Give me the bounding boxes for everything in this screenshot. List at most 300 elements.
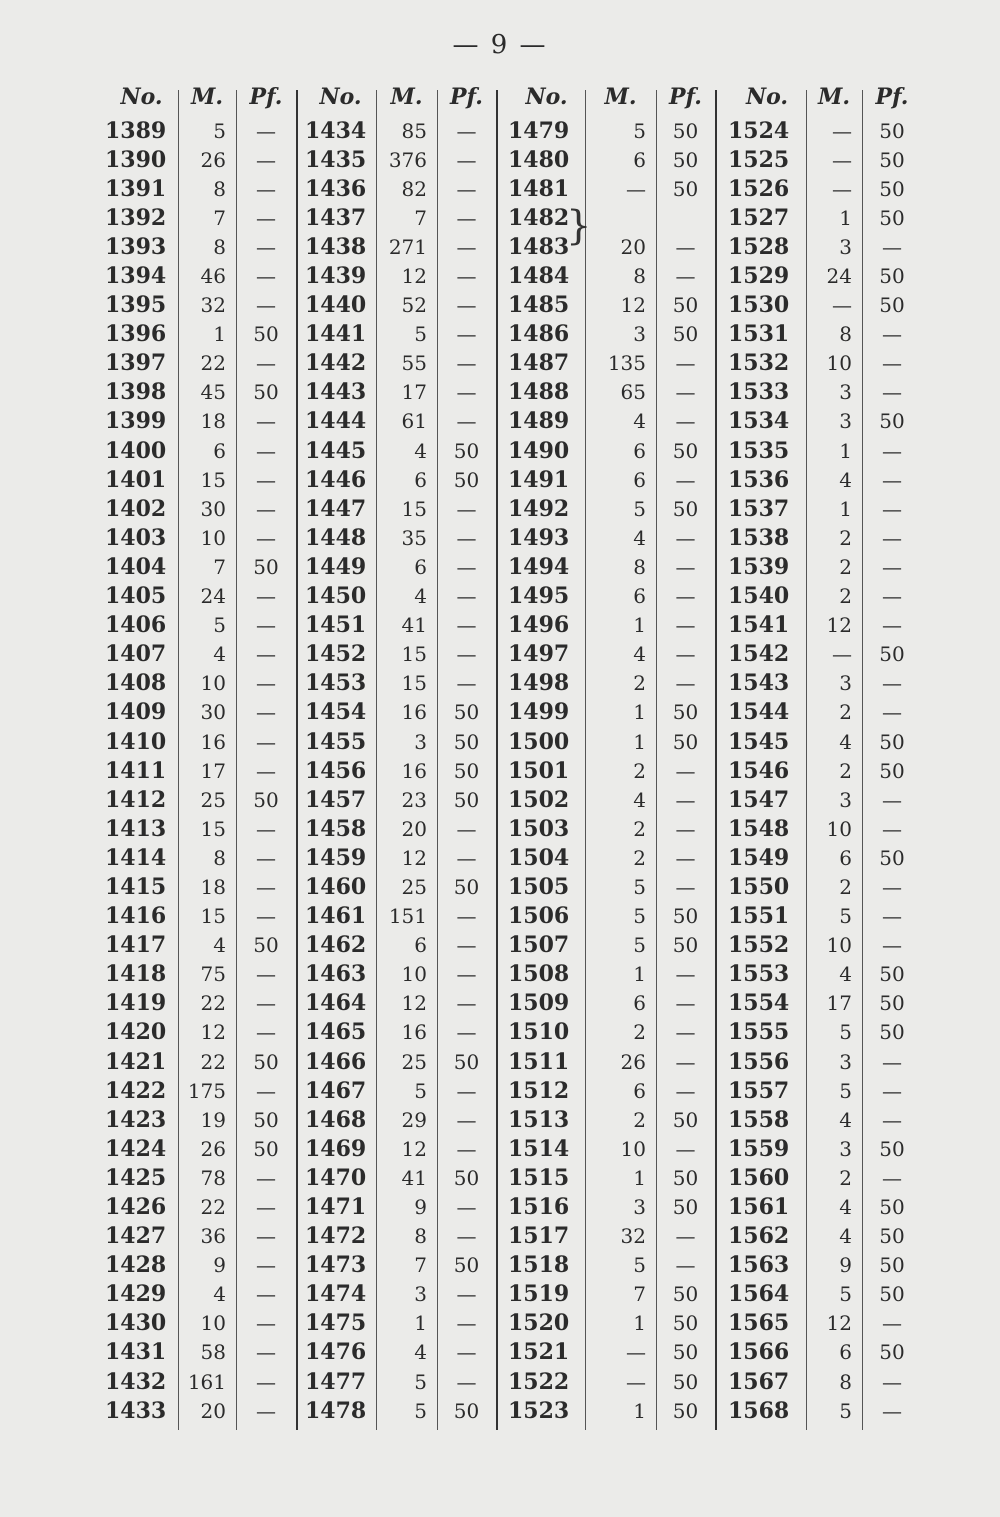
entry-number: 1474 [305, 1281, 367, 1308]
column-rule [376, 90, 377, 1430]
amount-marks: 5 [414, 322, 427, 347]
amount-marks: 32 [620, 1224, 646, 1249]
amount-marks: — [832, 147, 852, 172]
table-row [728, 465, 922, 494]
amount-pfennig: — [456, 147, 477, 172]
amount-pfennig: 50 [672, 176, 699, 201]
entry-number: 1556 [728, 1048, 790, 1075]
entry-number: 1424 [105, 1135, 167, 1162]
header-pf: Pf. [669, 84, 702, 110]
table-row [305, 261, 496, 290]
amount-marks: 3 [839, 409, 852, 434]
table-row [728, 1309, 922, 1338]
entry-number: 1563 [728, 1252, 790, 1279]
table-row [105, 1338, 296, 1367]
amount-pfennig: — [675, 525, 696, 550]
table-row [728, 640, 922, 669]
amount-marks: — [832, 176, 852, 201]
amount-pfennig: — [882, 700, 902, 725]
header-no: No. [525, 84, 568, 110]
entry-number: 1535 [728, 437, 790, 464]
entry-number: 1477 [305, 1368, 367, 1395]
amount-marks: 8 [213, 176, 226, 201]
entry-number: 1554 [728, 990, 790, 1017]
table-row [728, 1280, 922, 1309]
table-row [105, 174, 296, 203]
entry-number: 1453 [305, 670, 367, 697]
amount-marks: 5 [633, 904, 646, 929]
amount-marks: 3 [839, 1049, 852, 1074]
amount-marks: 1 [839, 496, 852, 521]
table-row [105, 1076, 296, 1105]
amount-pfennig: — [882, 467, 902, 492]
amount-pfennig: 50 [453, 467, 480, 492]
amount-marks: 9 [213, 1253, 226, 1278]
table-row [728, 669, 922, 698]
amount-marks: 7 [414, 1253, 427, 1278]
table-row [105, 727, 296, 756]
amount-pfennig: — [456, 118, 477, 143]
amount-pfennig: — [456, 322, 477, 347]
table-row [305, 523, 496, 552]
amount-pfennig: — [882, 816, 902, 841]
amount-marks: 6 [839, 1340, 852, 1365]
entry-number: 1536 [728, 466, 790, 493]
amount-pfennig: — [882, 554, 902, 579]
amount-marks: — [832, 642, 852, 667]
entry-number: 1439 [305, 263, 367, 290]
amount-marks: 52 [401, 293, 427, 318]
amount-pfennig: — [256, 1165, 276, 1190]
entry-number: 1511 [508, 1048, 570, 1075]
amount-marks: 4 [839, 1195, 852, 1220]
table-row [105, 756, 296, 785]
amount-marks: 5 [633, 874, 646, 899]
amount-pfennig: — [882, 874, 902, 899]
entry-number: 1462 [305, 932, 367, 959]
entry-number: 1415 [105, 873, 167, 900]
table-row [508, 1105, 715, 1134]
amount-pfennig: — [256, 1078, 276, 1103]
entry-number: 1396 [105, 321, 167, 348]
entry-number: 1522 [508, 1368, 570, 1395]
amount-marks: 41 [401, 613, 427, 638]
table-row [105, 1367, 296, 1396]
entry-number: 1442 [305, 350, 367, 377]
entry-number: 1448 [305, 524, 367, 551]
entry-number: 1432 [105, 1368, 167, 1395]
amount-pfennig: — [256, 962, 276, 987]
entry-number: 1446 [305, 466, 367, 493]
table-row [728, 1134, 922, 1163]
table-row [305, 1163, 496, 1192]
amount-marks: 5 [839, 1078, 852, 1103]
table-row [508, 698, 715, 727]
amount-pfennig: — [675, 962, 696, 987]
table-row [105, 1018, 296, 1047]
entry-number: 1568 [728, 1397, 790, 1424]
table-row [508, 989, 715, 1018]
table-row [508, 1192, 715, 1221]
table-row [508, 465, 715, 494]
amount-pfennig: — [882, 671, 902, 696]
amount-pfennig: 50 [453, 1253, 480, 1278]
amount-marks: 3 [633, 322, 646, 347]
entry-number: 1548 [728, 815, 790, 842]
amount-marks: 4 [414, 438, 427, 463]
table-row [105, 1251, 296, 1280]
table-row [508, 1367, 715, 1396]
amount-pfennig: — [456, 1020, 477, 1045]
amount-marks: 35 [401, 525, 427, 550]
table-row [305, 960, 496, 989]
amount-pfennig: — [456, 613, 477, 638]
entry-number: 1450 [305, 583, 367, 610]
amount-pfennig: 50 [672, 1107, 699, 1132]
amount-pfennig: 50 [879, 1136, 905, 1161]
table-row [105, 407, 296, 436]
table-row [728, 552, 922, 581]
amount-pfennig: 50 [453, 700, 480, 725]
table-row [728, 1396, 922, 1425]
table-row [105, 203, 296, 232]
table-row [728, 174, 922, 203]
entry-number: 1465 [305, 1019, 367, 1046]
table-row [508, 174, 715, 203]
amount-pfennig: — [256, 991, 276, 1016]
table-row [305, 1367, 496, 1396]
amount-pfennig: — [256, 147, 276, 172]
entry-number: 1529 [728, 263, 790, 290]
amount-marks: 5 [633, 933, 646, 958]
entry-number: 1454 [305, 699, 367, 726]
entry-number: 1444 [305, 408, 367, 435]
table-row [105, 1192, 296, 1221]
entry-number: 1539 [728, 553, 790, 580]
entry-number: 1500 [508, 728, 570, 755]
header-m: M. [817, 84, 850, 110]
table-row [508, 232, 715, 261]
amount-pfennig: — [675, 816, 696, 841]
amount-marks: 22 [200, 991, 226, 1016]
amount-marks: 18 [200, 874, 226, 899]
amount-pfennig: — [456, 904, 477, 929]
entry-number: 1452 [305, 641, 367, 668]
entry-number: 1530 [728, 292, 790, 319]
amount-pfennig: — [256, 467, 276, 492]
amount-pfennig: 50 [672, 1195, 699, 1220]
entry-number: 1475 [305, 1310, 367, 1337]
amount-marks: — [832, 118, 852, 143]
entry-number: 1433 [105, 1397, 167, 1424]
amount-pfennig: 50 [879, 1253, 905, 1278]
amount-pfennig: 50 [879, 845, 905, 870]
table-row [105, 261, 296, 290]
table-row [305, 756, 496, 785]
amount-marks: 1 [213, 322, 226, 347]
amount-pfennig: — [456, 991, 477, 1016]
amount-marks: 20 [620, 234, 646, 259]
amount-marks: 2 [633, 816, 646, 841]
amount-pfennig: — [256, 874, 276, 899]
entry-number: 1478 [305, 1397, 367, 1424]
table-row [105, 989, 296, 1018]
amount-pfennig: — [675, 1224, 696, 1249]
table-row [508, 931, 715, 960]
amount-marks: 15 [401, 642, 427, 667]
amount-marks: 6 [633, 1078, 646, 1103]
amount-pfennig: — [256, 205, 276, 230]
amount-marks: 5 [213, 118, 226, 143]
amount-pfennig: — [456, 1224, 477, 1249]
table-row [508, 1047, 715, 1076]
amount-marks: 10 [401, 962, 427, 987]
table-row [728, 960, 922, 989]
amount-pfennig: — [256, 845, 276, 870]
entry-number: 1566 [728, 1339, 790, 1366]
entry-number: 1526 [728, 175, 790, 202]
table-row [728, 1222, 922, 1251]
table-row [508, 843, 715, 872]
table-row [305, 669, 496, 698]
brace-mark: } [566, 203, 592, 249]
table-row [305, 1134, 496, 1163]
entry-number: 1525 [728, 146, 790, 173]
table-row [508, 116, 715, 145]
entry-number: 1487 [508, 350, 570, 377]
table-row [508, 145, 715, 174]
amount-pfennig: — [456, 234, 477, 259]
amount-marks: 5 [414, 1078, 427, 1103]
table-row [305, 1018, 496, 1047]
entry-number: 1443 [305, 379, 367, 406]
amount-pfennig: — [882, 1369, 902, 1394]
column-rule [806, 90, 807, 1430]
amount-pfennig: — [882, 787, 902, 812]
amount-pfennig: — [456, 1340, 477, 1365]
entry-number: 1441 [305, 321, 367, 348]
amount-pfennig: 50 [253, 787, 279, 812]
entry-number: 1430 [105, 1310, 167, 1337]
page-number: — 9 — [452, 30, 548, 60]
entry-number: 1470 [305, 1164, 367, 1191]
amount-marks: 8 [213, 845, 226, 870]
amount-pfennig: — [456, 1078, 477, 1103]
entry-number: 1409 [105, 699, 167, 726]
table-row [508, 669, 715, 698]
header-row [305, 78, 496, 116]
amount-pfennig: — [882, 1078, 902, 1103]
amount-marks: 12 [401, 1136, 427, 1161]
amount-marks: 6 [414, 933, 427, 958]
amount-marks: 16 [200, 729, 226, 754]
amount-marks: 1 [633, 1311, 646, 1336]
entry-number: 1521 [508, 1339, 570, 1366]
amount-pfennig: — [675, 351, 696, 376]
table-row [508, 1338, 715, 1367]
table-row [728, 582, 922, 611]
amount-pfennig: — [675, 758, 696, 783]
amount-pfennig: — [456, 409, 477, 434]
entry-number: 1447 [305, 495, 367, 522]
entry-number: 1493 [508, 524, 570, 551]
amount-pfennig: 50 [879, 729, 905, 754]
entry-number: 1547 [728, 786, 790, 813]
table-row [105, 814, 296, 843]
table-row [728, 523, 922, 552]
table-row [508, 814, 715, 843]
amount-marks: 8 [839, 322, 852, 347]
column-rule [585, 90, 586, 1430]
table-row [105, 669, 296, 698]
entry-number: 1486 [508, 321, 570, 348]
amount-marks: 5 [414, 1398, 427, 1423]
table-row [305, 407, 496, 436]
table-row [305, 1105, 496, 1134]
table-row [305, 843, 496, 872]
entry-number: 1485 [508, 292, 570, 319]
amount-pfennig: — [456, 1311, 477, 1336]
amount-marks: 4 [839, 1107, 852, 1132]
table-row [105, 785, 296, 814]
amount-pfennig: 50 [672, 496, 699, 521]
amount-pfennig: — [256, 351, 276, 376]
entry-number: 1460 [305, 873, 367, 900]
entry-number: 1405 [105, 583, 167, 610]
entry-number: 1428 [105, 1252, 167, 1279]
table-row [728, 349, 922, 378]
table-row [728, 203, 922, 232]
amount-marks: 4 [633, 787, 646, 812]
entry-number: 1456 [305, 757, 367, 784]
amount-marks: 15 [200, 816, 226, 841]
amount-marks: 45 [200, 380, 226, 405]
amount-pfennig: 50 [879, 293, 905, 318]
amount-pfennig: 50 [253, 554, 279, 579]
amount-pfennig: 50 [879, 991, 905, 1016]
amount-marks: 4 [414, 1340, 427, 1365]
amount-pfennig: — [256, 1311, 276, 1336]
table-row [508, 1309, 715, 1338]
amount-pfennig: — [456, 264, 477, 289]
amount-marks: 26 [620, 1049, 646, 1074]
entry-number: 1476 [305, 1339, 367, 1366]
table-row [305, 174, 496, 203]
entry-number: 1516 [508, 1194, 570, 1221]
amount-pfennig: 50 [672, 729, 699, 754]
entry-number: 1550 [728, 873, 790, 900]
column-rule [656, 90, 657, 1430]
entry-number: 1413 [105, 815, 167, 842]
amount-pfennig: — [456, 380, 477, 405]
amount-marks: 5 [839, 1020, 852, 1045]
header-pf: Pf. [875, 84, 909, 110]
amount-pfennig: — [456, 962, 477, 987]
table-row [728, 611, 922, 640]
table-row [105, 349, 296, 378]
table-row [508, 872, 715, 901]
entry-number: 1559 [728, 1135, 790, 1162]
amount-marks: 151 [388, 904, 427, 929]
amount-marks: 6 [839, 845, 852, 870]
entry-number: 1390 [105, 146, 167, 173]
table-row [728, 145, 922, 174]
amount-pfennig: — [456, 816, 477, 841]
entry-number: 1557 [728, 1077, 790, 1104]
amount-pfennig: — [256, 613, 276, 638]
amount-pfennig: — [675, 671, 696, 696]
table-row [728, 232, 922, 261]
table-row [305, 232, 496, 261]
amount-marks: 1 [633, 700, 646, 725]
amount-marks: 4 [633, 525, 646, 550]
amount-pfennig: — [882, 525, 902, 550]
amount-pfennig: — [675, 234, 696, 259]
amount-pfennig: — [675, 584, 696, 609]
amount-pfennig: 50 [879, 118, 905, 143]
table-row [305, 1047, 496, 1076]
entry-number: 1407 [105, 641, 167, 668]
amount-marks: 12 [826, 613, 852, 638]
amount-pfennig: — [882, 904, 902, 929]
table-row [305, 465, 496, 494]
amount-marks: 2 [839, 700, 852, 725]
table-row [728, 902, 922, 931]
table-row [105, 582, 296, 611]
entry-number: 1490 [508, 437, 570, 464]
entry-number: 1416 [105, 903, 167, 930]
column-group-1 [105, 78, 296, 1425]
table-row [728, 320, 922, 349]
amount-marks: 6 [633, 991, 646, 1016]
amount-pfennig: — [675, 613, 696, 638]
amount-marks: 6 [414, 467, 427, 492]
table-row [508, 1222, 715, 1251]
entry-number: 1467 [305, 1077, 367, 1104]
amount-pfennig: — [256, 1020, 276, 1045]
table-row [508, 640, 715, 669]
entry-number: 1434 [305, 117, 367, 144]
amount-pfennig: — [256, 758, 276, 783]
amount-marks: 5 [633, 496, 646, 521]
amount-pfennig: — [456, 1282, 477, 1307]
amount-pfennig: 50 [672, 700, 699, 725]
table-row [728, 291, 922, 320]
amount-marks: 7 [633, 1282, 646, 1307]
entry-number: 1468 [305, 1106, 367, 1133]
entry-number: 1527 [728, 204, 790, 231]
amount-marks: 19 [200, 1107, 226, 1132]
amount-pfennig: — [675, 1253, 696, 1278]
amount-marks: 4 [213, 642, 226, 667]
amount-marks: 3 [633, 1195, 646, 1220]
table-row [105, 960, 296, 989]
entry-number: 1438 [305, 233, 367, 260]
amount-marks: 12 [401, 264, 427, 289]
amount-pfennig: — [256, 1253, 276, 1278]
entry-number: 1497 [508, 641, 570, 668]
amount-pfennig: — [675, 467, 696, 492]
amount-marks: 58 [200, 1340, 226, 1365]
amount-marks: 271 [388, 234, 427, 259]
table-row [305, 378, 496, 407]
table-row [508, 552, 715, 581]
table-row [305, 872, 496, 901]
table-row [105, 1134, 296, 1163]
table-row [508, 407, 715, 436]
amount-pfennig: 50 [253, 933, 279, 958]
column-rule [236, 90, 237, 1430]
